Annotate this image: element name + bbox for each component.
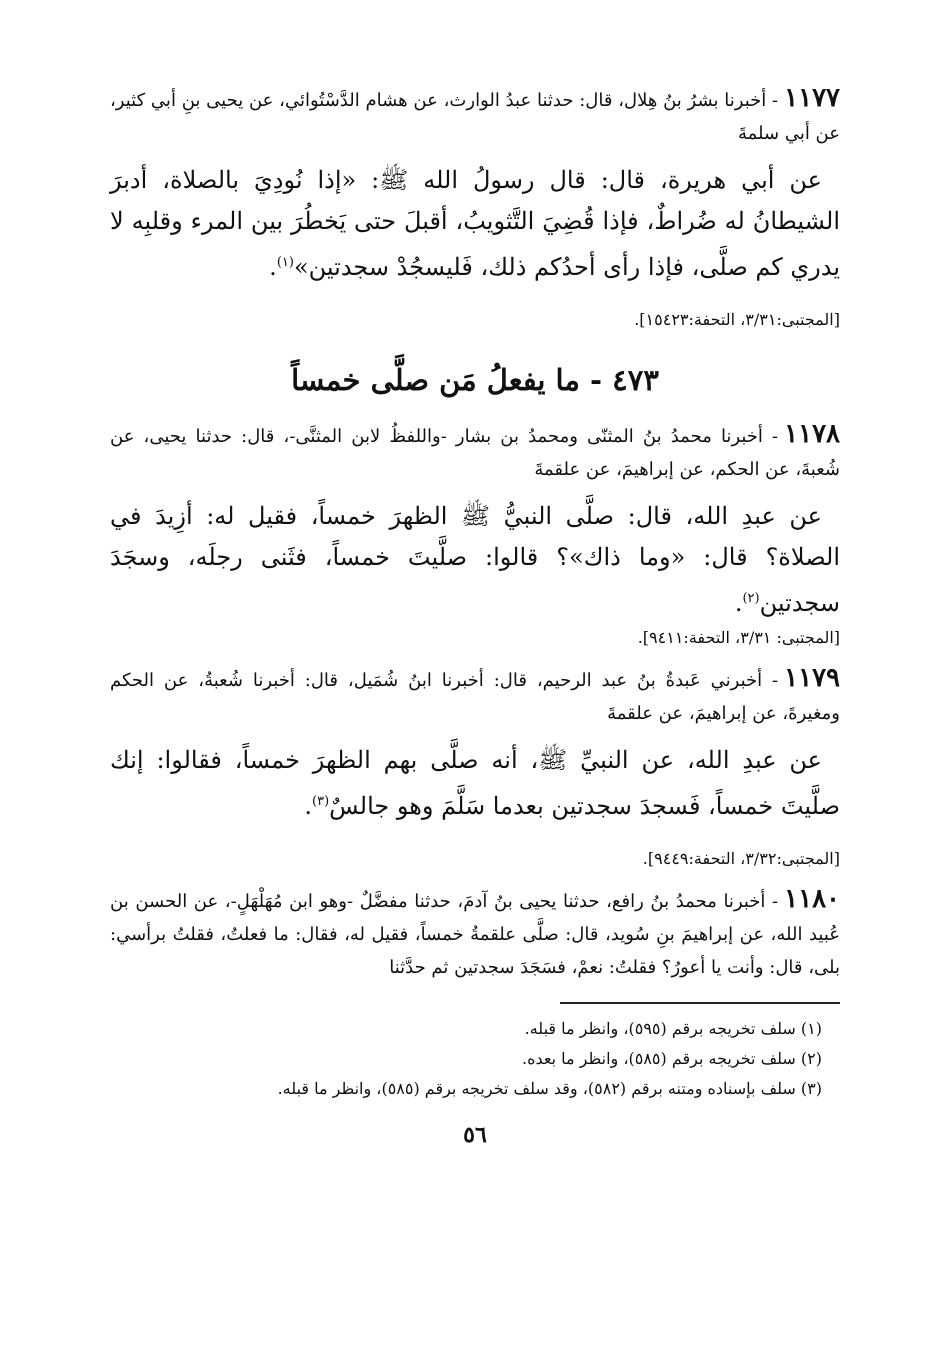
- hadith-matn: عن عبدِ الله، عن النبيِّ ﷺ، أنه صلَّى بهم الظهرَ خمساً، فقالوا: إنك صلَّيتَ خمساً، فَسجدَ سجدتين بعدما سَلَّمَ وهو جالسٌ$^{(٣)}$.: [110, 746, 840, 820]
- hadith-number: ١١٧٩: [784, 663, 841, 693]
- hadith-number: ١١٨٠: [784, 884, 840, 914]
- footnote: (٢) سلف تخريجه برقم (٥٨٥)، وانظر ما بعده.: [522, 1049, 822, 1068]
- hadith-isnad: [110, 662, 840, 730]
- hadith-matn: عن أبي هريرة، قال: قال رسولُ الله ﷺ: «إذا نُودِيَ بالصلاة، أدبرَ الشيطانُ له ضُراطٌ، فإذا قُضِيَ التَّثويبُ، أقبلَ حتى يَخطُرَ بين المرء وقلبِه لا يدري كم صلَّى، فإذا رأى أحدُكم ذلك، فَليسجُدْ سجدتين»$^{(١)}$.: [110, 166, 840, 281]
- hadith-number: ١١٧٧: [784, 83, 840, 113]
- matn-text: عن عبدِ الله، قال: صلَّى النبيُّ ﷺ الظهرَ خمساً، فقيل له: أزِيدَ في الصلاة؟ قال: «وما ذاك»؟ قالوا: صلَّيتَ خمساً، فثَنى رجلَه، وسجَدَ سجدتين: [110, 502, 840, 617]
- matn-text: عن عبدِ الله، عن النبيِّ ﷺ، أنه صلَّى بهم الظهرَ خمساً، فقالوا: إنك صلَّيتَ خمساً، فَسجدَ سجدتين بعدما سَلَّمَ وهو جالسٌ: [110, 746, 840, 820]
- matn-text: عن أبي هريرة، قال: قال رسولُ الله ﷺ: «إذا نُودِيَ بالصلاة، أدبرَ الشيطانُ له ضُراطٌ، فإذا قُضِيَ التَّثويبُ، أقبلَ حتى يَخطُرَ بين المرء وقلبِه لا يدري كم صلَّى، فإذا رأى أحدُكم ذلك، فَليسجُدْ سجدتين»: [110, 166, 840, 281]
- page-number: ٥٦: [463, 1122, 487, 1148]
- isnad-text: - أخبرنا محمدُ بنُ رافع، حدثنا يحيى بنُ آدمَ، حدثنا مفضَّلٌ -وهو ابن مُهَلْهَلٍ-، عن الحسن بن عُبيد الله، عن إبراهيمَ بنِ سُويد، قال: صلَّى علقمةُ خمساً، فقيل له، فقال: ما فعلتُ، فقلتُ برأسي: بلى، قال: وأنت يا أعورُ؟ فقلتُ: نعمْ، فسَجَدَ سجدتين ثم حدَّثنا: [110, 891, 840, 978]
- isnad-text: - أخبرنا محمدُ بنُ المثنّى ومحمدُ بن بشار -واللفظُ لابن المثنَّى-، قال: حدثنا يحيى، عن شُعبةَ، عن الحكم، عن إبراهيمَ، عن علقمةَ: [110, 426, 840, 480]
- isnad-text: - أخبرني عَبدةُ بنُ عبد الرحيم، قال: أخبرنا ابنُ شُمَيل، قال: أخبرنا شُعبةُ، عن الحكم ومغيرةَ، عن إبراهيمَ، عن علقمةَ: [110, 670, 840, 724]
- hadith-reference: [المجتبى:٣/٣٢، التحفة:٩٤٤٩].: [642, 849, 840, 868]
- hadith-isnad: [110, 82, 840, 150]
- footnote: (٣) سلف بإسناده ومتنه برقم (٥٨٢)، وقد سلف تخريجه برقم (٥٨٥)، وانظر ما قبله.: [277, 1079, 822, 1098]
- footnote-mark: (٢): [742, 591, 760, 606]
- footnote-mark: (٣): [312, 794, 330, 809]
- hadith-isnad: [110, 883, 840, 984]
- page-content: [110, 82, 840, 1148]
- section-heading: ٤٧٣ - ما يفعلُ مَن صلَّى خمساً: [291, 363, 659, 397]
- isnad-text: - أخبرنا بشرُ بنُ هِلال، قال: حدثنا عبدُ الوارث، عن هشام الدَّسْتُوائي، عن يحيى بنِ أبي كثير، عن أبي سلمةَ: [110, 90, 840, 144]
- footnote-divider: [560, 1002, 840, 1004]
- hadith-reference: [المجتبى:٣/٣١، التحفة:١٥٤٢٣].: [634, 310, 840, 329]
- hadith-matn: عن عبدِ الله، قال: صلَّى النبيُّ ﷺ الظهرَ خمساً، فقيل له: أزِيدَ في الصلاة؟ قال: «وما ذاك»؟ قالوا: صلَّيتَ خمساً، فثَنى رجلَه، وسجَدَ سجدتين$^{(٢)}$.: [110, 502, 840, 617]
- footnote: (١) سلف تخريجه برقم (٥٩٥)، وانظر ما قبله.: [524, 1019, 822, 1038]
- footnotes: [110, 1014, 840, 1104]
- hadith-number: ١١٧٨: [784, 419, 840, 449]
- hadith-isnad: [110, 418, 840, 486]
- footnote-mark: (١): [276, 255, 294, 270]
- hadith-reference: [المجتبى: ٣/٣١، التحفة:٩٤١١].: [637, 628, 840, 647]
